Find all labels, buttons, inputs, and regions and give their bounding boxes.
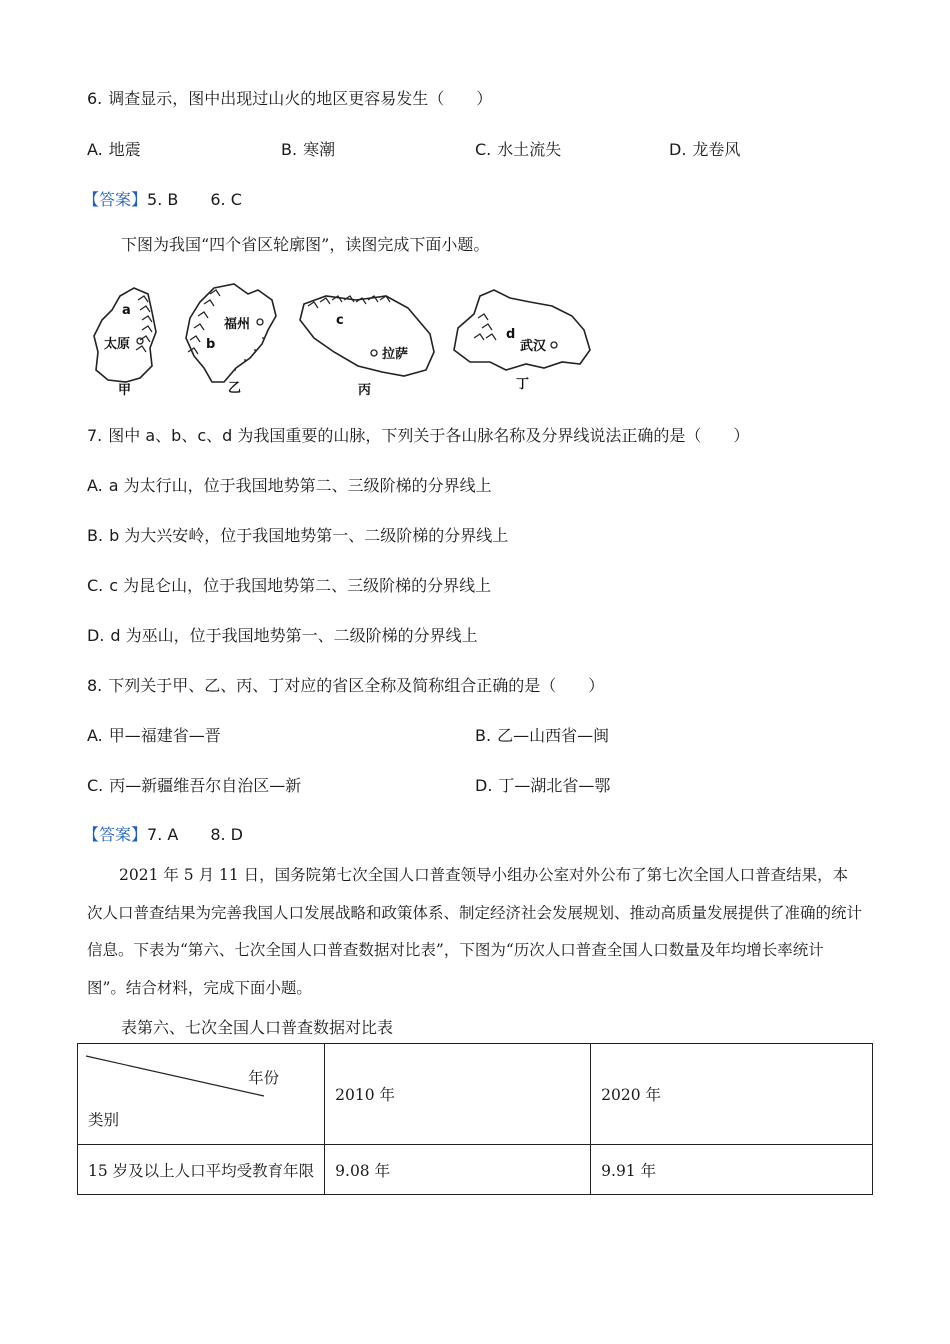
hubei-outline [454,290,590,370]
label-taiyuan: 太原 [104,337,131,352]
q7-option-a[interactable]: A. a 为太行山，位于我国地势第二、三级阶梯的分界线上 [87,476,492,495]
lasa-dot [371,350,377,356]
fuzhou-dot [257,319,263,325]
label-d: d [506,327,516,342]
row-value-2010: 9.08 年 [325,1145,591,1195]
label-c: c [336,313,344,328]
q7-stem [87,423,749,446]
q8-option-d[interactable]: D. 丁—湖北省—鄂 [475,776,611,795]
material-paragraph: 2021 年 5 月 11 日，国务院第七次全国人口普查领导小组办公室对外公布了第七次全国人口普查结果，本次人口普查结果为完善我国人口发展战略和政策体系、制定经济社会发展规划、推动高质量发展提供了准确的统计信息。下表为“第六、七次全国人口普查数据对比表”，下图为“历次人口普查全国人口数量及年均增长率统计图”。结合材料，完成下面小题。 [87,866,863,997]
q8-number: 8. [87,676,103,695]
answer-tag: 【答案】 [83,825,148,844]
label-ding: 丁 [516,377,530,392]
answer-line-2 [83,822,243,845]
tibet-outline [300,296,434,376]
q6-option-d[interactable]: D. 龙卷风 [669,140,741,159]
answer-8: 8. D [210,825,243,844]
q7-option-c[interactable]: C. c 为昆仑山，位于我国地势第二、三级阶梯的分界线上 [87,576,492,595]
row-value-2020: 9.91 年 [591,1145,873,1195]
table-header-row [78,1044,873,1145]
label-fuzhou: 福州 [224,317,251,332]
answer-tag: 【答案】 [83,190,148,209]
header-year: 年份 [248,1069,280,1087]
q6-option-c[interactable]: C. 水土流失 [475,140,562,159]
q8-option-c[interactable]: C. 丙—新疆维吾尔自治区—新 [87,776,302,795]
header-2010: 2010 年 [325,1044,591,1145]
header-category: 类别 [88,1111,120,1129]
q6-stem [87,86,492,109]
label-yi: 乙 [228,381,242,396]
q6-option-a[interactable]: A. 地震 [87,140,141,159]
q6-stem-text: 调查显示，图中出现过山火的地区更容易发生（ ） [108,89,493,108]
table-diagonal-header [78,1044,325,1145]
label-b: b [206,337,216,352]
table-row [78,1145,873,1195]
q8-stem [87,673,604,696]
map-intro: 下图为我国“四个省区轮廓图”，读图完成下面小题。 [121,235,490,254]
answer-6: 6. C [210,190,242,209]
header-2020: 2020 年 [591,1044,873,1145]
census-comparison-table [77,1043,873,1195]
answer-5: 5. B [147,190,179,209]
province-outline-map [86,278,596,400]
q6-option-b[interactable]: B. 寒潮 [281,140,336,159]
q7-stem-text: 图中 a、b、c、d 为我国重要的山脉，下列关于各山脉名称及分界线说法正确的是（ ） [108,426,750,445]
fujian-outline [186,284,276,382]
taiyuan-dot [137,338,143,344]
answer-7: 7. A [147,825,179,844]
label-bing: 丙 [358,383,372,398]
q8-option-a[interactable]: A. 甲—福建省—晋 [87,726,221,745]
q7-option-b[interactable]: B. b 为大兴安岭，位于我国地势第一、二级阶梯的分界线上 [87,526,509,545]
table-caption: 表第六、七次全国人口普查数据对比表 [121,1018,394,1037]
wuhan-dot [551,342,557,348]
q8-stem-text: 下列关于甲、乙、丙、丁对应的省区全称及简称组合正确的是（ ） [108,676,605,695]
answer-line-1 [83,187,242,210]
label-jia: 甲 [118,383,132,398]
q7-option-d[interactable]: D. d 为巫山，位于我国地势第一、二级阶梯的分界线上 [87,626,478,645]
q7-number: 7. [87,426,103,445]
label-a: a [122,303,131,318]
label-lasa: 拉萨 [382,347,409,362]
row-label: 15 岁及以上人口平均受教育年限 [78,1145,325,1195]
q8-option-b[interactable]: B. 乙—山西省—闽 [475,726,610,745]
label-wuhan: 武汉 [520,339,547,354]
q6-number: 6. [87,89,103,108]
